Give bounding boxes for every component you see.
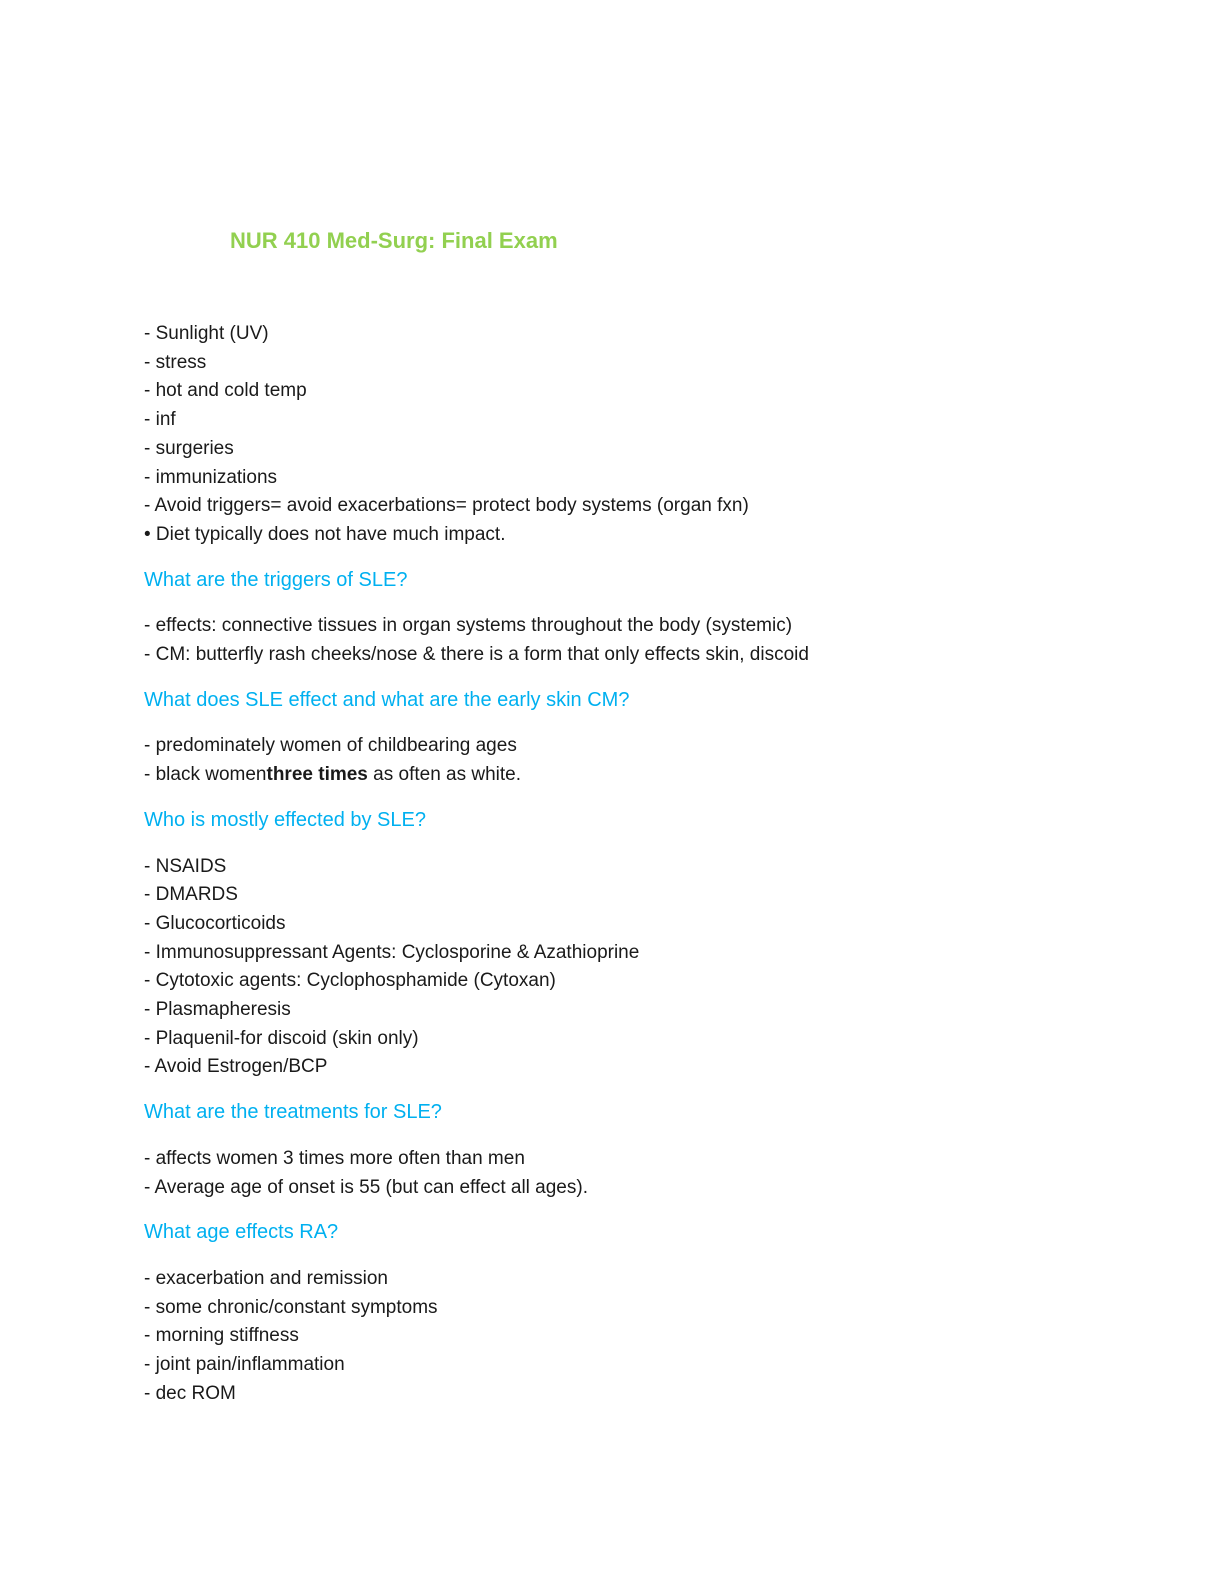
text-run: - Plasmapheresis bbox=[144, 999, 291, 1021]
text-run: - CM: butterfly rash cheeks/nose & there is a form that only effects skin, discoid bbox=[144, 644, 809, 666]
text-line bbox=[144, 910, 1094, 939]
text-line bbox=[144, 521, 1094, 550]
text-run: - predominately women of childbearing ages bbox=[144, 735, 517, 757]
answer-block bbox=[144, 732, 1094, 789]
text-line bbox=[144, 732, 1094, 761]
answer-block bbox=[144, 853, 1094, 1083]
text-line bbox=[144, 1025, 1094, 1054]
text-line bbox=[144, 939, 1094, 968]
text-line bbox=[144, 1380, 1094, 1409]
text-line bbox=[144, 464, 1094, 493]
text-line bbox=[144, 377, 1094, 406]
text-run: - effects: connective tissues in organ systems throughout the body (systemic) bbox=[144, 615, 793, 637]
text-line bbox=[144, 1351, 1094, 1380]
text-run: - Avoid triggers= avoid exacerbations= protect body systems (organ fxn) bbox=[144, 495, 749, 517]
text-run: - stress bbox=[144, 351, 207, 373]
text-run: - hot and cold temp bbox=[144, 380, 307, 402]
text-run: - some chronic/constant symptoms bbox=[144, 1296, 438, 1318]
text-run: - NSAIDS bbox=[144, 855, 227, 877]
text-run: three times bbox=[266, 764, 368, 786]
document-body bbox=[144, 320, 1094, 1409]
text-line bbox=[144, 1145, 1094, 1174]
text-line bbox=[144, 320, 1094, 349]
text-line bbox=[144, 853, 1094, 882]
text-line bbox=[144, 612, 1094, 641]
text-run: - affects women 3 times more often than men bbox=[144, 1147, 525, 1169]
question-heading: What age effects RA? bbox=[144, 1221, 339, 1244]
text-run: • Diet typically does not have much impact. bbox=[144, 523, 506, 545]
text-line bbox=[144, 967, 1094, 996]
text-run: - morning stiffness bbox=[144, 1325, 299, 1347]
text-line bbox=[144, 1322, 1094, 1351]
text-run: - immunizations bbox=[144, 466, 278, 488]
text-line bbox=[144, 881, 1094, 910]
question-heading: What does SLE effect and what are the early skin CM? bbox=[144, 688, 630, 711]
text-run: - Sunlight (UV) bbox=[144, 323, 269, 344]
text-line bbox=[144, 641, 1094, 670]
text-line bbox=[144, 1174, 1094, 1203]
text-run: - Cytotoxic agents: Cyclophosphamide (Cytoxan) bbox=[144, 970, 556, 992]
question-heading: Who is mostly effected by SLE? bbox=[144, 808, 426, 831]
text-run: as often as white. bbox=[367, 764, 522, 786]
text-line bbox=[144, 435, 1094, 464]
text-run: - inf bbox=[144, 409, 176, 431]
text-run: - black women bbox=[144, 764, 267, 786]
text-run: - surgeries bbox=[144, 437, 234, 459]
question-heading: What are the treatments for SLE? bbox=[144, 1101, 442, 1124]
text-run: - exacerbation and remission bbox=[144, 1267, 388, 1289]
answer-block bbox=[144, 320, 1094, 550]
text-line bbox=[144, 1053, 1094, 1082]
text-run: - Average age of onset is 55 (but can effect all ages). bbox=[144, 1176, 588, 1198]
text-line bbox=[144, 1265, 1094, 1294]
text-line bbox=[144, 761, 1094, 790]
text-line bbox=[144, 406, 1094, 435]
text-run: - joint pain/inflammation bbox=[144, 1354, 345, 1376]
answer-block bbox=[144, 612, 1094, 669]
answer-block bbox=[144, 1265, 1094, 1409]
text-run: - Plaquenil-for discoid (skin only) bbox=[144, 1027, 419, 1049]
document-title: NUR 410 Med-Surg: Final Exam bbox=[230, 228, 558, 253]
text-run: - DMARDS bbox=[144, 884, 238, 906]
text-run: - Immunosuppressant Agents: Cyclosporine & Azathioprine bbox=[144, 941, 640, 963]
question-heading: What are the triggers of SLE? bbox=[144, 568, 408, 591]
text-line bbox=[144, 996, 1094, 1025]
text-run: - Avoid Estrogen/BCP bbox=[144, 1056, 328, 1078]
answer-block bbox=[144, 1145, 1094, 1202]
text-run: - dec ROM bbox=[144, 1382, 236, 1404]
text-line bbox=[144, 492, 1094, 521]
text-line bbox=[144, 349, 1094, 378]
text-run: - Glucocorticoids bbox=[144, 912, 286, 934]
text-line bbox=[144, 1294, 1094, 1323]
